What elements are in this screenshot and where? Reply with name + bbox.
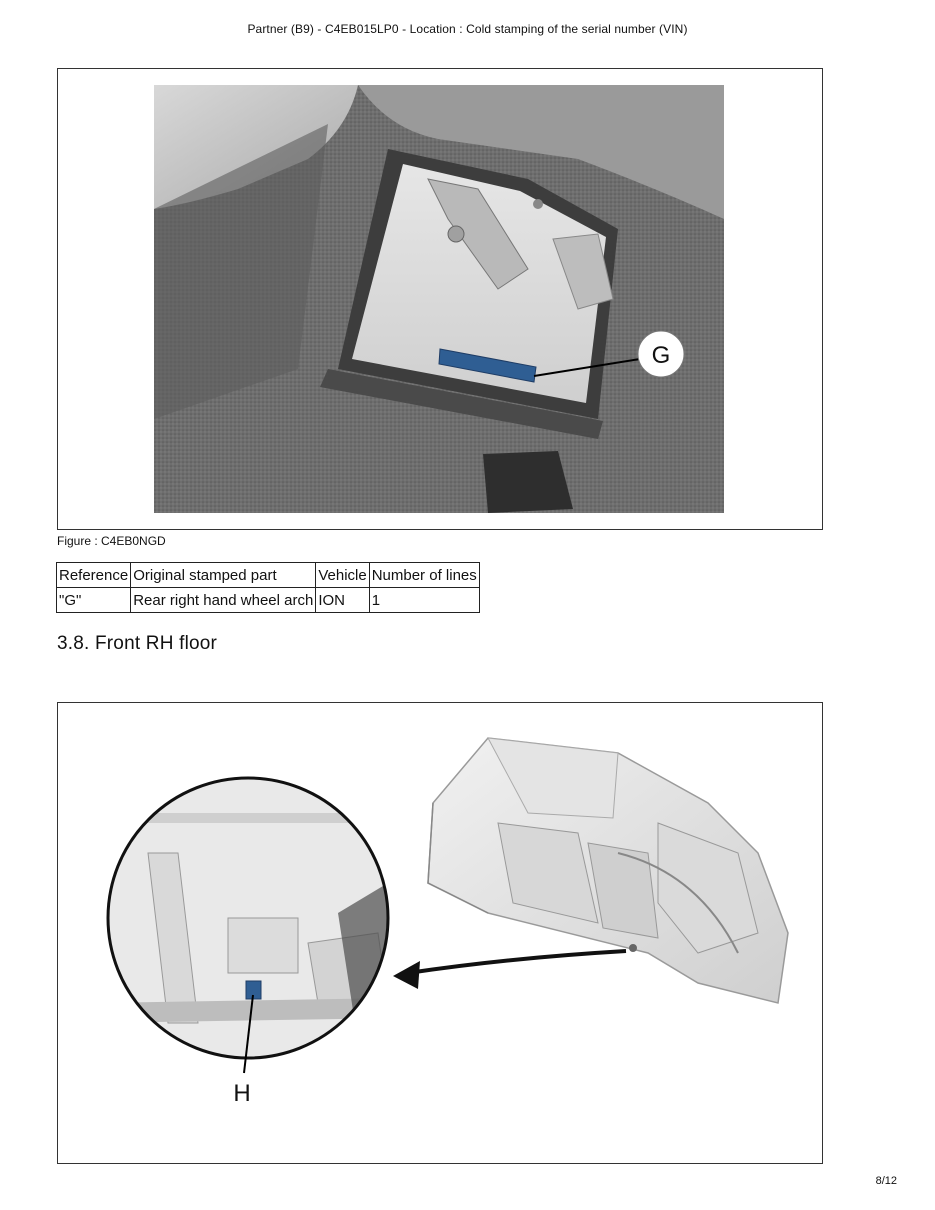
body-shell-illustration [58, 703, 822, 1163]
figure-front-floor [57, 702, 823, 1164]
callout-label-g: G [651, 342, 671, 369]
table-cell-reference: "G" [57, 588, 131, 613]
table-row [57, 588, 480, 613]
table-header-cell: Reference [57, 563, 131, 588]
zoom-arrow [408, 951, 626, 973]
block-part [483, 451, 573, 513]
figure-caption: Figure : C4EB0NGD [57, 534, 166, 548]
table-cell-lines: 1 [369, 588, 479, 613]
reference-table [56, 562, 480, 613]
table-header-cell: Number of lines [369, 563, 479, 588]
zoom-detail [98, 773, 398, 1073]
table-cell-part: Rear right hand wheel arch [131, 588, 316, 613]
bolt [448, 226, 464, 242]
callout-label-h: H [233, 1080, 251, 1107]
section-heading: 3.8. Front RH floor [57, 633, 218, 654]
figure-wheel-arch [57, 68, 823, 530]
page-number: 8/12 [875, 1175, 897, 1187]
page-header-title: Partner (B9) - C4EB015LP0 - Location : Cold stamping of the serial number (VIN) [247, 22, 688, 36]
table-header-row [57, 563, 480, 588]
table-header-cell: Vehicle [316, 563, 369, 588]
arrow-head-icon [393, 961, 420, 989]
table-cell-vehicle: ION [316, 588, 369, 613]
bolt [533, 199, 543, 209]
table-header-cell: Original stamped part [131, 563, 316, 588]
wheel-arch-photo [58, 69, 822, 529]
